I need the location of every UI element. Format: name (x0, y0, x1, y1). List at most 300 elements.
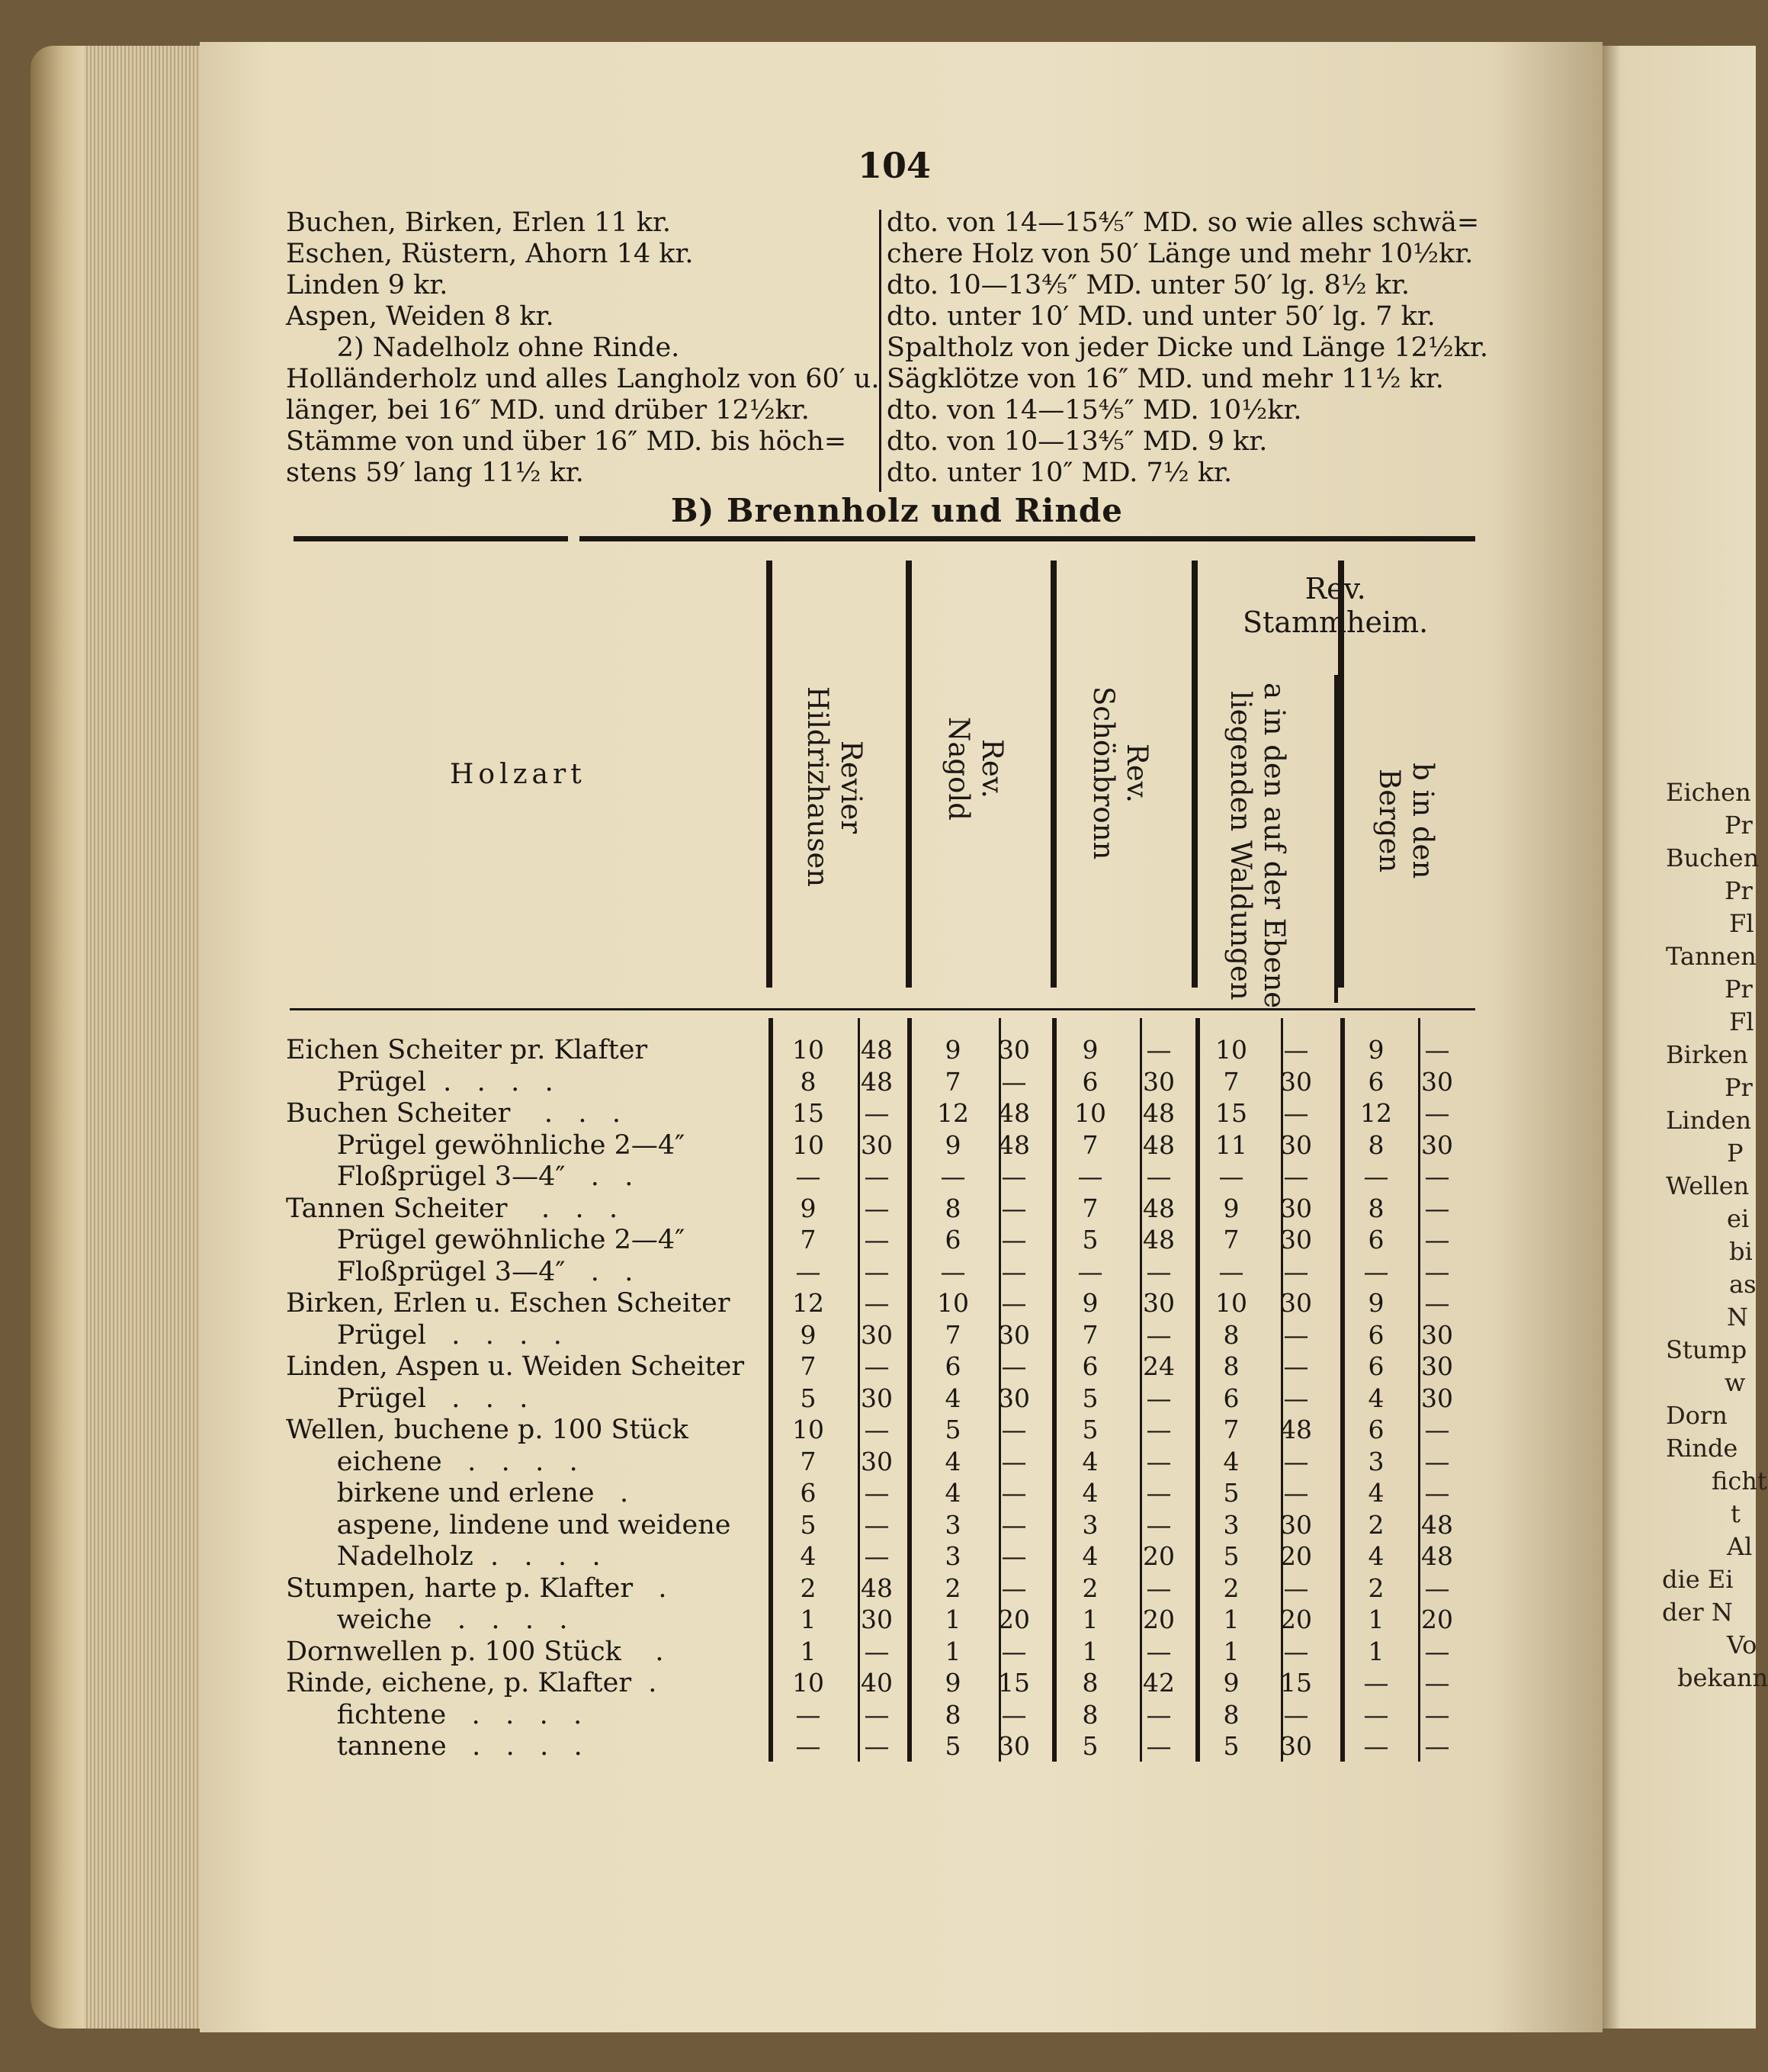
table-cell: 1 (800, 1605, 817, 1634)
table-cell: — (1283, 1351, 1309, 1381)
heading-rule-left (294, 536, 568, 541)
table-cell: 8 (1223, 1351, 1240, 1381)
table-cell: — (864, 1193, 890, 1223)
table-cell: — (1283, 1446, 1309, 1476)
intro-right-column (887, 207, 1488, 489)
table-cell: 9 (945, 1035, 961, 1065)
table-cell: 6 (945, 1351, 961, 1381)
table-cell: 12 (792, 1288, 824, 1318)
table-cell: — (1146, 1636, 1172, 1666)
table-cell: 2 (1223, 1572, 1240, 1603)
table-cell: 30 (861, 1129, 893, 1160)
table-cell: 20 (1280, 1605, 1312, 1634)
intro-right-line: dto. unter 10′ MD. und unter 50′ lg. 7 kr. (887, 301, 1436, 332)
table-cell: — (1424, 1161, 1450, 1191)
table-cell: — (1424, 1731, 1450, 1761)
table-cell: — (1218, 1256, 1244, 1287)
table-cell: 9 (1082, 1288, 1099, 1318)
right-page-text: Fl (1729, 1007, 1754, 1036)
table-cell: 6 (1082, 1351, 1099, 1381)
table-cell: 30 (998, 1319, 1030, 1350)
table-cell: 9 (1368, 1288, 1385, 1318)
right-page-text: w (1725, 1368, 1746, 1397)
table-cell: 8 (945, 1193, 961, 1223)
table-cell: 6 (1368, 1225, 1385, 1254)
table-cell: 30 (1280, 1129, 1312, 1160)
section-heading: B) Brennholz und Rinde (671, 492, 1123, 529)
table-cell: 30 (998, 1383, 1030, 1413)
right-page-text: bi (1729, 1237, 1753, 1266)
row-label: Wellen, buchene p. 100 Stück (286, 1415, 688, 1445)
intro-right-line: dto. von 14—15⅘″ MD. so wie alles schwä= (887, 207, 1480, 238)
column-rule (1052, 1018, 1057, 1762)
table-cell: — (1424, 1415, 1450, 1444)
table-cell: 2 (945, 1572, 961, 1603)
table-cell: 3 (1368, 1446, 1385, 1476)
table-cell: 9 (800, 1193, 817, 1223)
table-cell: 8 (1223, 1319, 1240, 1350)
table-cell: — (864, 1478, 890, 1508)
table-cell: 30 (1280, 1288, 1312, 1318)
table-cell: 10 (1215, 1288, 1247, 1318)
row-label: Floßprügel 3—4″ . . (286, 1256, 634, 1287)
table-cell: 5 (945, 1731, 961, 1761)
table-cell: — (1001, 1225, 1027, 1254)
table-cell: 4 (1223, 1446, 1240, 1476)
table-cell: 7 (1082, 1319, 1099, 1350)
stammheim-header: Rev. Stammheim. (1243, 572, 1429, 639)
table-cell: 24 (1143, 1351, 1175, 1381)
table-cell: 30 (861, 1605, 893, 1634)
page-edges (84, 46, 206, 2029)
table-cell: — (864, 1256, 890, 1287)
table-cell: — (1283, 1572, 1309, 1603)
table-cell: — (1424, 1193, 1450, 1223)
table-cell: 1 (1082, 1636, 1099, 1666)
table-cell: 4 (945, 1478, 961, 1508)
right-page-text: Fl (1729, 909, 1754, 938)
page-number: 104 (858, 145, 932, 186)
table-cell: 1 (1223, 1636, 1240, 1666)
right-page-text: Birken (1666, 1040, 1748, 1069)
right-page-text: Vo (1727, 1630, 1757, 1659)
table-cell: 6 (1223, 1383, 1240, 1413)
table-cell: 5 (1082, 1383, 1099, 1413)
table-cell: 30 (861, 1319, 893, 1350)
table-cell: 10 (792, 1035, 824, 1065)
table-cell: 5 (945, 1415, 961, 1444)
table-cell: — (1424, 1668, 1450, 1698)
right-page-text: Wellen (1666, 1171, 1750, 1200)
table-cell: 12 (1360, 1098, 1392, 1128)
table-cell: 6 (1368, 1066, 1385, 1097)
table-cell: — (1424, 1225, 1450, 1254)
table-cell: 6 (800, 1478, 817, 1508)
table-cell: 7 (800, 1351, 817, 1381)
table-cell: — (1424, 1256, 1450, 1287)
column-header: Revier Hildrizhausen (801, 686, 868, 888)
table-cell: — (1283, 1699, 1309, 1730)
table-cell: 48 (1421, 1541, 1453, 1571)
table-cell: — (864, 1288, 890, 1318)
intro-right-line: dto. unter 10″ MD. 7½ kr. (887, 458, 1233, 488)
table-cell: 48 (861, 1572, 893, 1603)
table-cell: 48 (1421, 1509, 1453, 1540)
table-cell: — (864, 1098, 890, 1128)
right-page-text: Dorn (1666, 1401, 1728, 1430)
table-cell: 9 (945, 1668, 961, 1698)
table-cell: 9 (1368, 1035, 1385, 1065)
table-cell: 48 (1143, 1225, 1175, 1254)
table-cell: 5 (1082, 1225, 1099, 1254)
table-cell: — (1424, 1288, 1450, 1318)
table-cell: 7 (1223, 1415, 1240, 1444)
table-cell: 10 (1074, 1098, 1106, 1128)
table-cell: 6 (1082, 1066, 1099, 1097)
table-cell: 48 (1143, 1098, 1175, 1128)
column-header: Rev. Nagold (942, 717, 1009, 821)
row-label: Tannen Scheiter . . . (286, 1193, 618, 1224)
table-cell: 30 (1421, 1383, 1453, 1413)
right-page-text: der N (1662, 1598, 1733, 1627)
table-cell: 10 (1215, 1035, 1247, 1065)
table-cell: — (1001, 1509, 1027, 1540)
intro-left-column (286, 207, 880, 489)
table-cell: 2 (1368, 1572, 1385, 1603)
row-label: Stumpen, harte p. Klafter . (286, 1572, 667, 1604)
table-cell: 4 (945, 1446, 961, 1476)
table-cell: — (1283, 1319, 1309, 1350)
row-label: Prügel gewöhnliche 2—4″ (286, 1225, 685, 1255)
intro-right-line: Spaltholz von jeder Dicke und Länge 12½kr. (887, 332, 1489, 363)
table-cell: 15 (998, 1668, 1030, 1698)
table-cell: 48 (1143, 1129, 1175, 1160)
table-cell: — (864, 1699, 890, 1730)
table-cell: 30 (1280, 1225, 1312, 1254)
table-cell: 30 (998, 1035, 1030, 1065)
intro-left-line: Linden 9 kr. (286, 270, 448, 300)
table-cell: 4 (945, 1383, 961, 1413)
table-cell: — (1146, 1699, 1172, 1730)
table-cell: 30 (998, 1731, 1030, 1761)
table-cell: — (1424, 1478, 1450, 1508)
table-cell: — (1283, 1636, 1309, 1666)
table-cell: — (1146, 1446, 1172, 1476)
table-cell: — (1146, 1731, 1172, 1761)
holzart-header: Holzart (450, 759, 586, 790)
table-cell: — (1218, 1161, 1244, 1191)
table-cell: 2 (800, 1572, 817, 1603)
table-cell: — (864, 1415, 890, 1444)
row-label: tannene . . . . (286, 1731, 582, 1762)
table-cell: 30 (1280, 1066, 1312, 1097)
row-label: Prügel gewöhnliche 2—4″ (286, 1129, 685, 1161)
table-cell: 48 (1280, 1415, 1312, 1444)
table-cell: 12 (937, 1098, 969, 1128)
table-cell: 30 (1421, 1129, 1453, 1160)
table-cell: — (940, 1256, 966, 1287)
table-cell: 5 (1082, 1415, 1099, 1444)
row-label: Dornwellen p. 100 Stück . (286, 1636, 664, 1667)
table-cell: — (1146, 1383, 1172, 1413)
right-page-text: Tannen (1666, 942, 1757, 971)
right-page-text: Rinde (1666, 1434, 1738, 1463)
table-cell: — (1146, 1161, 1172, 1191)
table-cell: 1 (945, 1636, 961, 1666)
row-label: eichene . . . . (286, 1446, 578, 1477)
intro-right-line: chere Holz von 50′ Länge und mehr 10½kr. (887, 239, 1474, 269)
intro-right-line: Sägklötze von 16″ MD. und mehr 11½ kr. (887, 364, 1444, 394)
column-header: a in den auf der Ebene liegenden Waldungen (1224, 683, 1291, 1009)
table-header-rule (290, 1008, 1475, 1010)
table-cell: — (1283, 1161, 1309, 1191)
table-cell: 8 (1368, 1193, 1385, 1223)
table-cell: 8 (1223, 1699, 1240, 1730)
row-label: Buchen Scheiter . . . (286, 1098, 621, 1129)
table-cell: 48 (861, 1066, 893, 1097)
table-cell: 7 (1223, 1066, 1240, 1097)
table-cell: 10 (792, 1668, 824, 1698)
table-cell: 4 (800, 1541, 817, 1571)
table-cell: 48 (998, 1129, 1030, 1160)
table-cell: 3 (945, 1541, 961, 1571)
table-cell: 1 (1368, 1605, 1385, 1634)
table-cell: 8 (1082, 1699, 1099, 1730)
right-page-text: Pr (1725, 876, 1753, 905)
intro-left-line: Holländerholz und alles Langholz von 60′ u. (286, 364, 880, 394)
table-cell: — (1077, 1256, 1103, 1287)
table-cell: 4 (1082, 1446, 1099, 1476)
table-cell: 30 (1421, 1319, 1453, 1350)
right-page-text: P (1727, 1139, 1744, 1168)
table-cell: — (864, 1161, 890, 1191)
row-label: fichtene . . . . (286, 1699, 582, 1730)
header-divider (906, 561, 912, 988)
table-cell: — (1001, 1066, 1027, 1097)
right-page-text: Al (1727, 1532, 1753, 1561)
table-cell: — (940, 1161, 966, 1191)
table-cell: 15 (792, 1098, 824, 1128)
right-page-text: bekann (1677, 1663, 1768, 1692)
table-cell: — (1001, 1541, 1027, 1571)
column-rule (1195, 1018, 1200, 1762)
table-cell: 5 (1082, 1731, 1099, 1761)
table-cell: — (1424, 1572, 1450, 1603)
table-cell: — (1077, 1161, 1103, 1191)
right-page-text: ficht (1712, 1466, 1767, 1495)
table-cell: 30 (1280, 1731, 1312, 1761)
table-cell: 30 (1421, 1066, 1453, 1097)
heading-rule-right (579, 536, 1475, 541)
table-cell: — (1424, 1035, 1450, 1065)
table-cell: — (1146, 1415, 1172, 1444)
table-cell: — (1363, 1668, 1389, 1698)
table-cell: 7 (945, 1066, 961, 1097)
table-cell: — (864, 1731, 890, 1761)
table-cell: 5 (1223, 1541, 1240, 1571)
table-cell: — (1001, 1193, 1027, 1223)
table-cell: 48 (861, 1035, 893, 1065)
table-cell: — (795, 1161, 821, 1191)
table-cell: 15 (1280, 1668, 1312, 1698)
table-cell: 15 (1215, 1098, 1247, 1128)
table-cell: — (1424, 1098, 1450, 1128)
table-cell: — (864, 1509, 890, 1540)
table-cell: 2 (1368, 1509, 1385, 1540)
right-page-text: Pr (1725, 811, 1753, 840)
column-rule (1340, 1018, 1345, 1762)
table-cell: — (1283, 1098, 1309, 1128)
stammheim-subheader-divider (1334, 675, 1338, 1003)
table-cell: — (1146, 1035, 1172, 1065)
table-cell: 30 (861, 1383, 893, 1413)
table-cell: 30 (1143, 1288, 1175, 1318)
table-cell: 48 (998, 1098, 1030, 1128)
table-cell: 9 (1223, 1193, 1240, 1223)
table-cell: 10 (792, 1129, 824, 1160)
column-header: Rev. Schönbronn (1087, 686, 1154, 860)
table-cell: 30 (861, 1446, 893, 1476)
table-cell: 1 (1223, 1605, 1240, 1634)
column-rule (768, 1018, 773, 1762)
table-cell: 6 (1368, 1319, 1385, 1350)
table-cell: 20 (998, 1605, 1030, 1634)
intro-left-line: stens 59′ lang 11½ kr. (286, 458, 584, 488)
table-cell: 9 (1082, 1035, 1099, 1065)
row-label: Rinde, eichene, p. Klafter . (286, 1668, 657, 1698)
intro-left-line: Buchen, Birken, Erlen 11 kr. (286, 207, 672, 238)
table-cell: 4 (1082, 1478, 1099, 1508)
table-cell: 9 (945, 1129, 961, 1160)
right-page-text: N (1727, 1303, 1748, 1332)
right-page-text: Linden (1666, 1106, 1752, 1135)
intro-left-line: Stämme von und über 16″ MD. bis höch= (286, 426, 847, 457)
right-page-text: Eichen (1666, 778, 1751, 807)
table-cell: — (1424, 1446, 1450, 1476)
table-cell: 30 (1421, 1351, 1453, 1381)
intro-right-line: dto. 10—13⅘″ MD. unter 50′ lg. 8½ kr. (887, 270, 1410, 300)
table-cell: — (1001, 1699, 1027, 1730)
table-cell: 9 (1223, 1668, 1240, 1698)
table-cell: — (864, 1541, 890, 1571)
table-cell: 1 (945, 1605, 961, 1634)
table-cell: — (1001, 1161, 1027, 1191)
right-page-text: as (1729, 1270, 1757, 1299)
table-cell: — (1363, 1731, 1389, 1761)
column-rule (907, 1018, 912, 1762)
table-cell: 7 (1082, 1129, 1099, 1160)
table-cell: — (1363, 1256, 1389, 1287)
table-cell: — (1146, 1478, 1172, 1508)
table-cell: 7 (945, 1319, 961, 1350)
table-cell: — (864, 1636, 890, 1666)
table-cell: — (1424, 1636, 1450, 1666)
table-cell: — (1363, 1699, 1389, 1730)
row-label: birkene und erlene . (286, 1478, 629, 1508)
table-cell: 5 (800, 1509, 817, 1540)
intro-right-line: dto. von 14—15⅘″ MD. 10½kr. (887, 395, 1302, 426)
table-cell: 11 (1215, 1129, 1247, 1160)
table-cell: — (1001, 1446, 1027, 1476)
table-cell: 4 (1368, 1383, 1385, 1413)
right-page-text: Buchen (1666, 843, 1760, 872)
row-label: Nadelholz . . . . (286, 1541, 601, 1572)
table-cell: — (1363, 1161, 1389, 1191)
table-cell: 1 (1368, 1636, 1385, 1666)
table-cell: 10 (937, 1288, 969, 1318)
table-cell: — (1283, 1256, 1309, 1287)
table-cell: 10 (792, 1415, 824, 1444)
table-cell: — (1146, 1256, 1172, 1287)
right-page-text: die Ei (1662, 1565, 1734, 1594)
table-cell: 20 (1280, 1541, 1312, 1571)
table-cell: 20 (1421, 1605, 1453, 1634)
row-label: Birken, Erlen u. Eschen Scheiter (286, 1288, 730, 1319)
intro-right-line: dto. von 10—13⅘″ MD. 9 kr. (887, 426, 1268, 457)
table-cell: 5 (800, 1383, 817, 1413)
table-cell: — (1001, 1415, 1027, 1444)
table-cell: — (795, 1731, 821, 1761)
table-cell: 9 (800, 1319, 817, 1350)
header-divider (1192, 561, 1198, 988)
table-cell: 3 (1223, 1509, 1240, 1540)
table-cell: 7 (800, 1446, 817, 1476)
table-cell: — (864, 1225, 890, 1254)
table-cell: — (1283, 1035, 1309, 1065)
table-cell: 30 (1143, 1066, 1175, 1097)
table-cell: — (1001, 1256, 1027, 1287)
table-cell: — (795, 1256, 821, 1287)
table-cell: — (1146, 1572, 1172, 1603)
right-page-text: Stump (1666, 1335, 1747, 1364)
table-cell: 30 (1280, 1509, 1312, 1540)
table-cell: 8 (800, 1066, 817, 1097)
row-label: Linden, Aspen u. Weiden Scheiter (286, 1351, 745, 1382)
table-cell: 8 (1082, 1668, 1099, 1698)
header-divider (1051, 561, 1057, 988)
table-cell: 6 (1368, 1415, 1385, 1444)
table-cell: 7 (1082, 1193, 1099, 1223)
adjacent-page (1603, 46, 1756, 2029)
intro-column-divider (879, 210, 881, 492)
table-cell: — (1424, 1699, 1450, 1730)
table-cell: 6 (945, 1225, 961, 1254)
intro-left-line: 2) Nadelholz ohne Rinde. (286, 332, 680, 363)
table-cell: 8 (945, 1699, 961, 1730)
right-page-text: Pr (1725, 1073, 1753, 1102)
table-cell: — (1283, 1478, 1309, 1508)
row-label: aspene, lindene und weidene (286, 1509, 731, 1540)
table-cell: — (795, 1699, 821, 1730)
table-cell: 7 (800, 1225, 817, 1254)
table-cell: 20 (1143, 1541, 1175, 1571)
right-page-text: Pr (1725, 975, 1753, 1004)
table-cell: 1 (1082, 1605, 1099, 1634)
table-cell: — (864, 1351, 890, 1381)
table-cell: 5 (1223, 1731, 1240, 1761)
table-cell: 3 (945, 1509, 961, 1540)
table-cell: 8 (1368, 1129, 1385, 1160)
intro-left-line: Eschen, Rüstern, Ahorn 14 kr. (286, 239, 694, 269)
table-cell: — (1146, 1319, 1172, 1350)
table-cell: 42 (1143, 1668, 1175, 1698)
right-page-text: t (1731, 1499, 1741, 1528)
table-cell: — (1001, 1636, 1027, 1666)
row-label: Prügel . . . . (286, 1066, 554, 1097)
right-page-text: ei (1727, 1204, 1750, 1233)
table-cell: 4 (1082, 1541, 1099, 1571)
table-cell: 3 (1082, 1509, 1099, 1540)
